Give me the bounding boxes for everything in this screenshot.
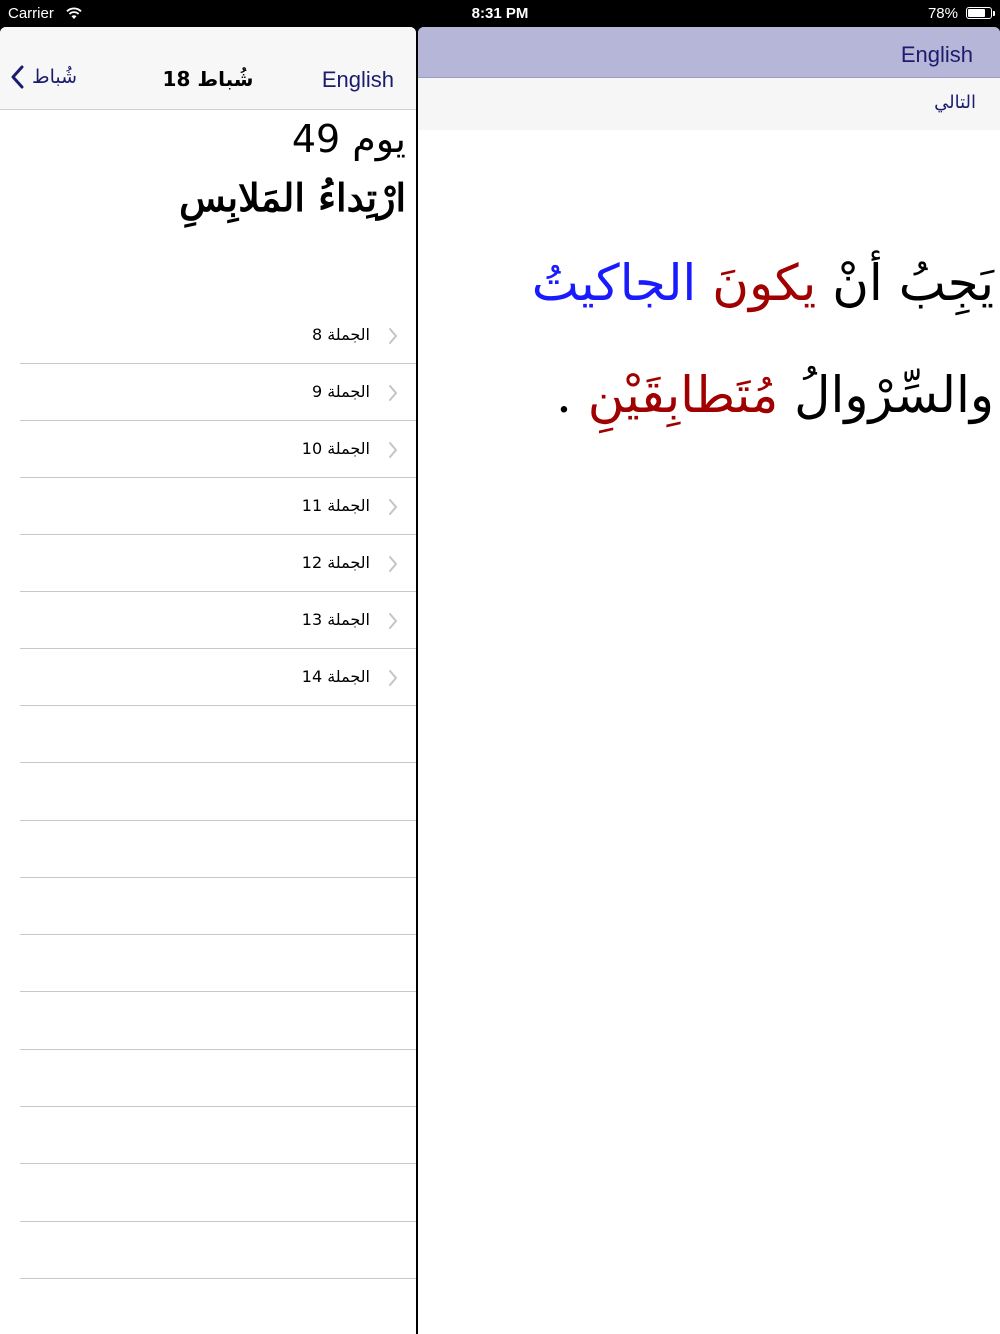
clock: 8:31 PM <box>471 5 529 22</box>
chevron-right-icon <box>388 441 398 459</box>
sentence-list <box>20 307 416 1334</box>
sentence-word: . <box>555 366 588 424</box>
empty-row <box>20 878 416 935</box>
empty-row <box>20 1164 416 1221</box>
master-nav-bar <box>0 27 416 110</box>
list-item-label: الجملة 10 <box>301 439 370 458</box>
empty-row <box>20 1222 416 1279</box>
empty-row <box>20 763 416 820</box>
list-item[interactable] <box>20 421 416 478</box>
sentence-word <box>696 254 712 312</box>
list-item[interactable] <box>20 364 416 421</box>
chevron-right-icon <box>388 498 398 516</box>
chevron-right-icon <box>388 555 398 573</box>
list-item[interactable] <box>20 478 416 535</box>
detail-toolbar <box>418 78 1000 130</box>
detail-nav-bar <box>418 27 1000 78</box>
chevron-right-icon <box>388 612 398 630</box>
lesson-title: ارْتِداءُ المَلابِسِ <box>179 175 406 220</box>
list-item-label: الجملة 8 <box>311 325 370 344</box>
list-item-label: الجملة 13 <box>301 610 370 629</box>
empty-row <box>20 935 416 992</box>
empty-row <box>20 992 416 1049</box>
status-bar <box>0 0 1000 27</box>
back-label: شُباط <box>32 66 78 88</box>
list-item[interactable] <box>20 649 416 706</box>
sentence-word: يكونَ <box>712 254 817 312</box>
empty-row <box>20 1050 416 1107</box>
chevron-right-icon <box>388 327 398 345</box>
english-button-detail[interactable]: English <box>900 42 973 67</box>
master-panel <box>0 27 416 1334</box>
sentence-word: يَجِبُ أنْ <box>816 254 994 312</box>
next-button[interactable]: التالي <box>934 92 976 113</box>
sentence-word: مُتَطابِقَيْنِ <box>587 366 779 424</box>
arabic-sentence <box>434 227 994 451</box>
battery-icon <box>966 7 992 19</box>
chevron-right-icon <box>388 669 398 687</box>
sentence-word: الجاكيتُ <box>531 254 697 312</box>
sentence-word: والسِّرْوالُ <box>778 366 994 424</box>
detail-panel <box>418 27 1000 1334</box>
carrier-label: Carrier <box>8 5 54 22</box>
nav-title: 18 شُباط <box>162 67 254 91</box>
list-item[interactable] <box>20 535 416 592</box>
list-item-label: الجملة 12 <box>301 553 370 572</box>
chevron-right-icon <box>388 384 398 402</box>
english-button[interactable]: English <box>321 67 394 92</box>
empty-row <box>20 1107 416 1164</box>
chevron-left-icon <box>10 65 24 89</box>
empty-row <box>20 821 416 878</box>
empty-row <box>20 706 416 763</box>
list-item[interactable] <box>20 592 416 649</box>
day-label: يوم 49 <box>291 117 406 161</box>
empty-row <box>20 1279 416 1334</box>
list-item-label: الجملة 11 <box>301 496 370 515</box>
back-button[interactable] <box>10 65 77 89</box>
battery-percent: 78% <box>927 5 958 22</box>
list-item-label: الجملة 14 <box>301 667 370 686</box>
list-item-label: الجملة 9 <box>311 382 370 401</box>
list-item[interactable] <box>20 307 416 364</box>
